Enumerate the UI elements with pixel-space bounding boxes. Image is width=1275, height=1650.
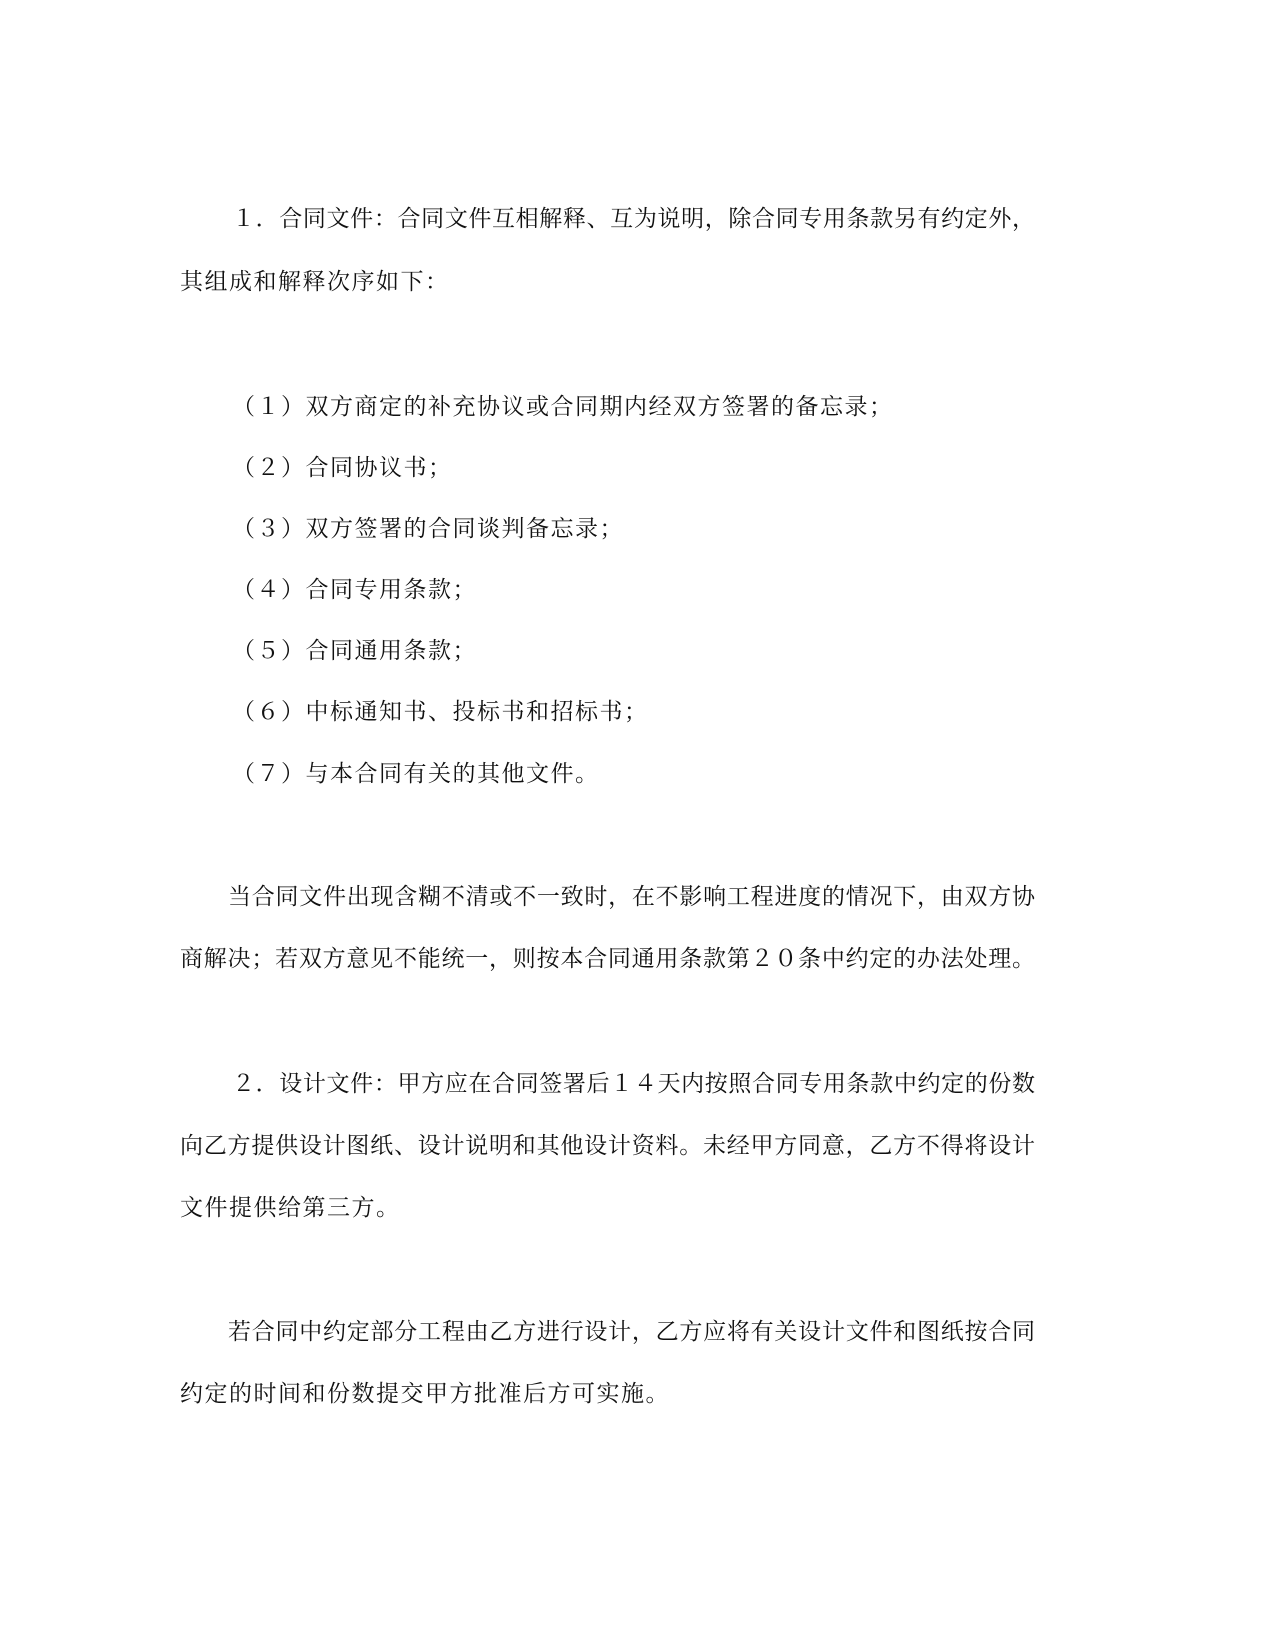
section1-intro-line2: 其组成和解释次序如下： <box>180 269 450 295</box>
list-item-4: （４）合同专用条款； <box>232 577 477 603</box>
list-item-1: （１）双方商定的补充协议或合同期内经双方签署的备忘录； <box>232 394 894 420</box>
section1-note-line2: 商解决；若双方意见不能统一，则按本合同通用条款第２０条中约定的办法处理。 <box>180 946 1035 972</box>
section1-note-line1: 当合同文件出现含糊不清或不一致时，在不影响工程进度的情况下，由双方协 <box>228 884 1035 910</box>
section1-intro-line1: １．合同文件：合同文件互相解释、互为说明，除合同专用条款另有约定外， <box>232 206 1035 232</box>
list-item-7: （７）与本合同有关的其他文件。 <box>232 761 600 787</box>
list-item-6: （６）中标通知书、投标书和招标书； <box>232 699 649 725</box>
section2-line3: 文件提供给第三方。 <box>180 1195 401 1221</box>
section2-sub-line1: 若合同中约定部分工程由乙方进行设计，乙方应将有关设计文件和图纸按合同 <box>228 1319 1035 1345</box>
section2-line1: ２．设计文件：甲方应在合同签署后１４天内按照合同专用条款中约定的份数 <box>232 1071 1035 1097</box>
section2-sub-line2: 约定的时间和份数提交甲方批准后方可实施。 <box>180 1381 670 1407</box>
list-item-2: （２）合同协议书； <box>232 455 453 481</box>
list-item-5: （５）合同通用条款； <box>232 638 477 664</box>
section2-line2: 向乙方提供设计图纸、设计说明和其他设计资料。未经甲方同意，乙方不得将设计 <box>180 1133 1035 1159</box>
list-item-3: （３）双方签署的合同谈判备忘录； <box>232 516 624 542</box>
